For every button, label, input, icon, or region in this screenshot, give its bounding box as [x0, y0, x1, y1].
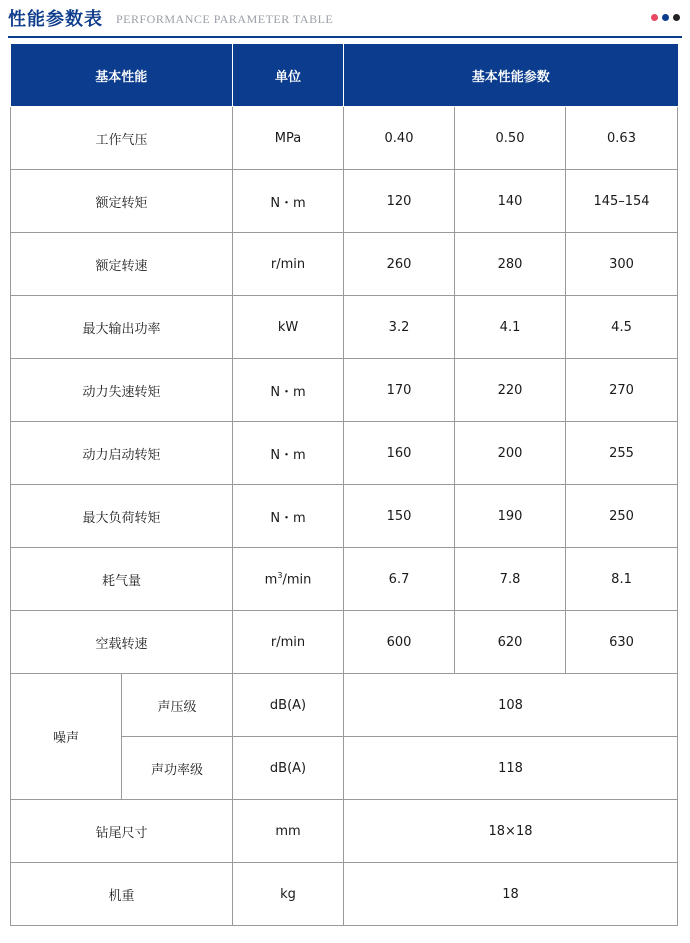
table-row — [11, 422, 678, 485]
table-row — [11, 296, 678, 359]
row-value: 620 — [455, 611, 566, 674]
row-unit: MPa — [233, 107, 344, 170]
row-value: 118 — [344, 737, 678, 800]
table-row — [11, 863, 678, 926]
column-header-unit: 单位 — [233, 44, 344, 107]
row-unit: kW — [233, 296, 344, 359]
row-label: 耗气量 — [11, 548, 233, 611]
row-unit: N・m — [233, 359, 344, 422]
row-value: 0.40 — [344, 107, 455, 170]
row-value: 600 — [344, 611, 455, 674]
row-label: 额定转速 — [11, 233, 233, 296]
table-row — [11, 233, 678, 296]
row-value: 120 — [344, 170, 455, 233]
dot-1-icon — [651, 14, 658, 21]
row-value: 4.5 — [566, 296, 678, 359]
row-value: 280 — [455, 233, 566, 296]
table-row — [11, 674, 678, 737]
row-value: 18×18 — [344, 800, 678, 863]
row-unit: dB(A) — [233, 737, 344, 800]
row-unit: r/min — [233, 611, 344, 674]
row-value: 140 — [455, 170, 566, 233]
row-label: 动力失速转矩 — [11, 359, 233, 422]
row-value: 270 — [566, 359, 678, 422]
unit-suffix: /min — [282, 572, 312, 588]
row-unit: N・m — [233, 485, 344, 548]
table-row — [11, 170, 678, 233]
row-value: 250 — [566, 485, 678, 548]
row-value: 3.2 — [344, 296, 455, 359]
row-label: 空载转速 — [11, 611, 233, 674]
table-row — [11, 548, 678, 611]
row-unit: dB(A) — [233, 674, 344, 737]
noise-group-label: 噪声 — [11, 674, 122, 800]
row-value: 200 — [455, 422, 566, 485]
row-value: 220 — [455, 359, 566, 422]
table-header-row — [11, 44, 678, 107]
table-row — [11, 800, 678, 863]
row-unit: mm — [233, 800, 344, 863]
header-divider — [8, 36, 682, 38]
dot-2-icon — [662, 14, 669, 21]
row-value: 150 — [344, 485, 455, 548]
row-value: 18 — [344, 863, 678, 926]
row-value: 145–154 — [566, 170, 678, 233]
column-header-params: 基本性能参数 — [344, 44, 678, 107]
row-label: 工作气压 — [11, 107, 233, 170]
dot-3-icon — [673, 14, 680, 21]
column-header-performance: 基本性能 — [11, 44, 233, 107]
row-value: 0.50 — [455, 107, 566, 170]
row-unit: N・m — [233, 422, 344, 485]
row-unit — [233, 548, 344, 611]
row-value: 170 — [344, 359, 455, 422]
page-title: 性能参数表 — [8, 9, 103, 30]
page-header — [0, 0, 690, 42]
table-row — [11, 611, 678, 674]
row-value: 160 — [344, 422, 455, 485]
row-unit: N・m — [233, 170, 344, 233]
row-unit: r/min — [233, 233, 344, 296]
row-label: 最大输出功率 — [11, 296, 233, 359]
row-value: 260 — [344, 233, 455, 296]
row-value: 7.8 — [455, 548, 566, 611]
table-row — [11, 359, 678, 422]
row-value: 0.63 — [566, 107, 678, 170]
row-label: 机重 — [11, 863, 233, 926]
row-label: 动力启动转矩 — [11, 422, 233, 485]
table-row — [11, 107, 678, 170]
row-value: 630 — [566, 611, 678, 674]
performance-table — [10, 44, 678, 926]
row-value: 4.1 — [455, 296, 566, 359]
unit-base: m — [264, 572, 278, 588]
row-unit: kg — [233, 863, 344, 926]
row-value: 300 — [566, 233, 678, 296]
row-label: 钻尾尺寸 — [11, 800, 233, 863]
row-value: 108 — [344, 674, 678, 737]
row-value: 6.7 — [344, 548, 455, 611]
row-label: 声功率级 — [122, 737, 233, 800]
row-label: 最大负荷转矩 — [11, 485, 233, 548]
unit-superscript: 3 — [277, 570, 283, 580]
row-label: 额定转矩 — [11, 170, 233, 233]
row-label: 声压级 — [122, 674, 233, 737]
row-value: 255 — [566, 422, 678, 485]
page-subtitle: PERFORMANCE PARAMETER TABLE — [116, 12, 334, 26]
row-value: 190 — [455, 485, 566, 548]
decorative-dots — [651, 14, 680, 21]
row-value: 8.1 — [566, 548, 678, 611]
table-row — [11, 485, 678, 548]
